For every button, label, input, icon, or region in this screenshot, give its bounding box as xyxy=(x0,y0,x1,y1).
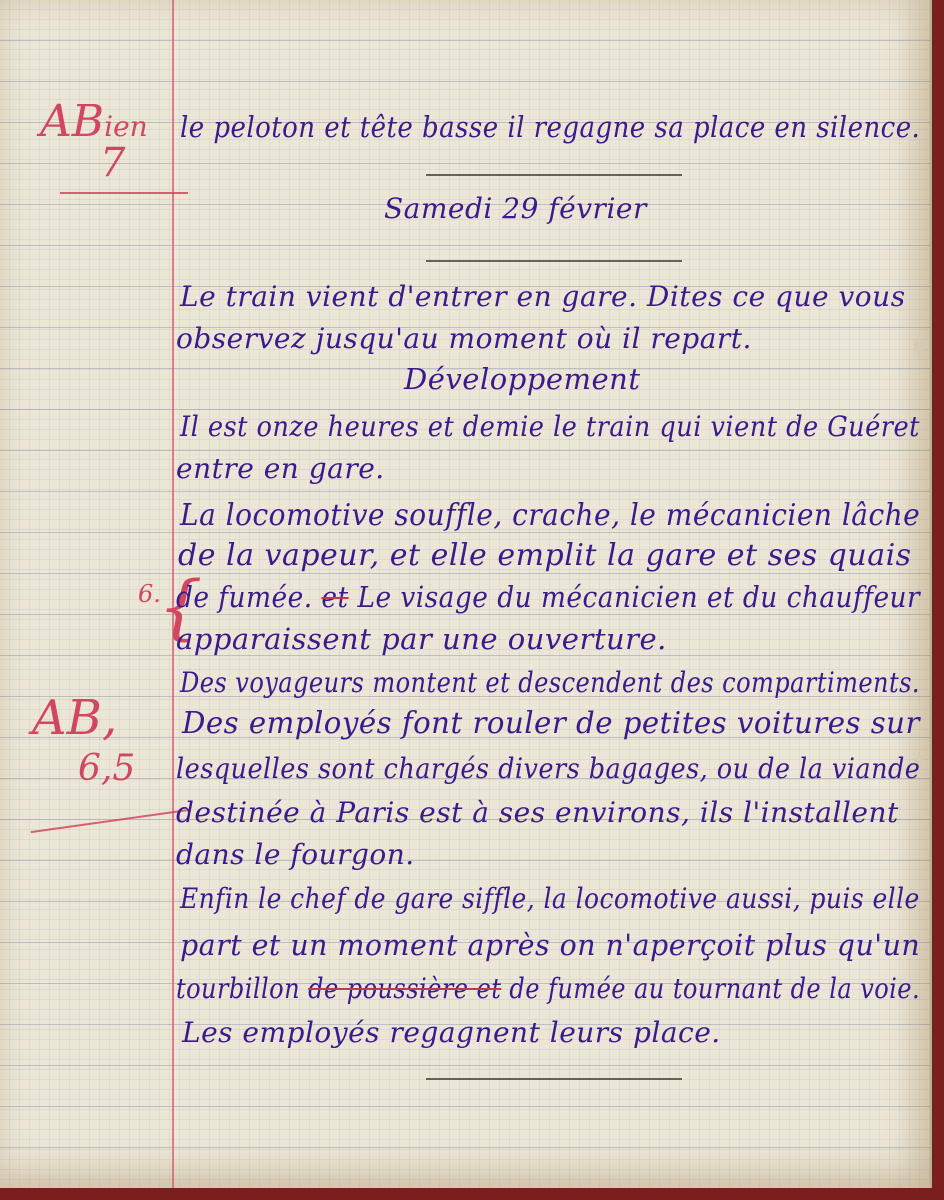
margin-underline-1 xyxy=(60,192,188,194)
margin-note-6: 6. xyxy=(138,580,161,608)
text-line: Des employés font rouler de petites voitures sur xyxy=(182,706,920,741)
margin-underline-2 xyxy=(31,809,190,833)
binding-hole xyxy=(914,338,924,354)
separator-rule xyxy=(426,260,682,262)
date-heading: Samedi 29 février xyxy=(384,192,647,225)
margin-bracket: { xyxy=(158,566,203,648)
separator-rule xyxy=(426,1078,682,1080)
text-line: apparaissent par une ouverture. xyxy=(176,622,667,656)
text-line: Il est onze heures et demie le train qui vient de Guéret xyxy=(180,410,920,443)
text-line: part et un moment après on n'aperçoit plus qu'un xyxy=(180,928,921,962)
subject-line: observez jusqu'au moment où il repart. xyxy=(176,322,752,355)
margin-score-1: 7 xyxy=(100,140,126,186)
section-heading: Développement xyxy=(404,362,641,396)
text-line: lesquelles sont chargés divers bagages, ou de la viande xyxy=(176,752,921,785)
text-line: tourbillon de poussière et de fumée au tournant de la voie. xyxy=(176,972,921,1005)
text-line: Les employés regagnent leurs place. xyxy=(182,1016,721,1049)
separator-rule xyxy=(426,174,682,176)
text-line: de la vapeur, et elle emplit la gare et ses quais xyxy=(178,538,912,573)
margin-grade-2: AB, xyxy=(32,690,118,746)
text-line: entre en gare. xyxy=(176,452,385,485)
margin-grade-1: ABien xyxy=(40,96,148,147)
text-line: le peloton et tête basse il regagne sa place en silence. xyxy=(180,110,921,144)
text-line: destinée à Paris est à ses environs, ils l'installent xyxy=(176,796,899,829)
text-line: Enfin le chef de gare siffle, la locomotive aussi, puis elle xyxy=(180,882,920,915)
text-line: dans le fourgon. xyxy=(176,838,415,871)
text-line: La locomotive souffle, crache, le mécanicien lâche xyxy=(180,498,921,533)
text-line: de fumée. et Le visage du mécanicien et du chauffeur xyxy=(176,580,921,614)
subject-line: Le train vient d'entrer en gare. Dites ce que vous xyxy=(180,280,906,313)
margin-score-2: 6,5 xyxy=(78,748,136,789)
text-line: Des voyageurs montent et descendent des compartiments. xyxy=(180,666,920,699)
